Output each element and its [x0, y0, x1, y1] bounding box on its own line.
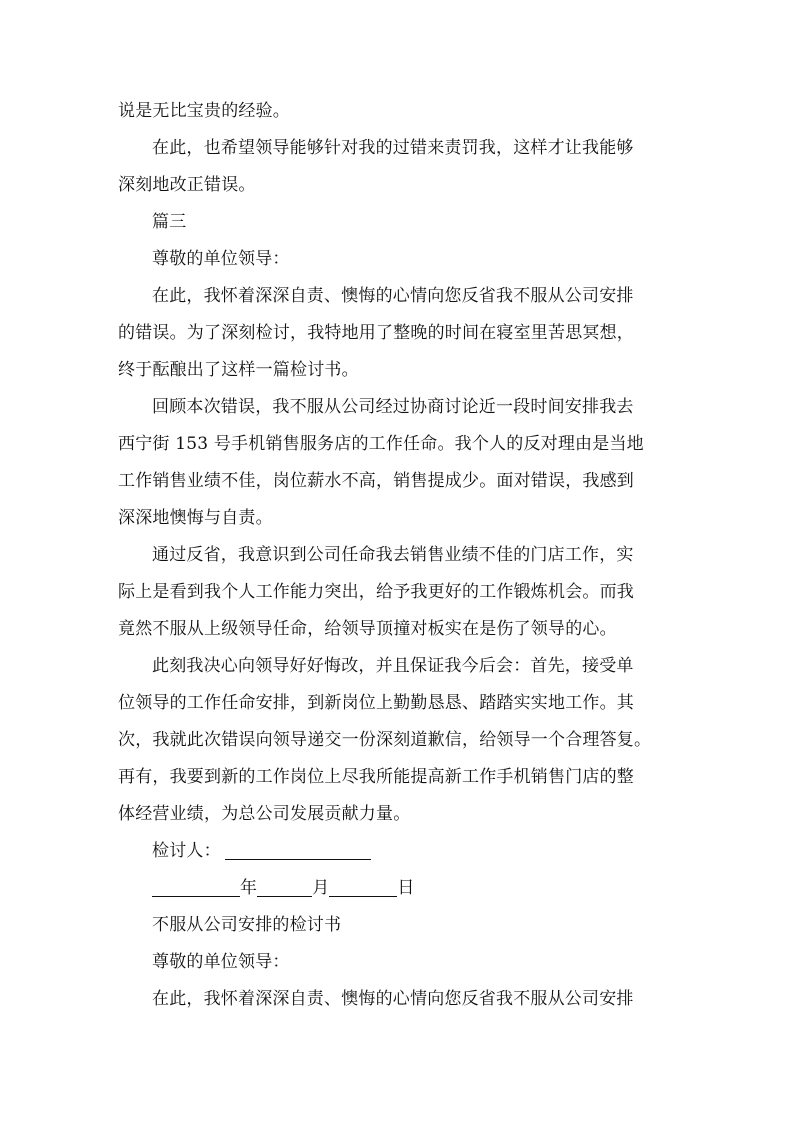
day-label: 日	[397, 878, 415, 898]
signature-line	[118, 833, 681, 870]
paragraph-line: 说是无比宝贵的经验。	[118, 101, 290, 121]
signature-blank	[225, 840, 371, 860]
salutation: 尊敬的单位领导：	[152, 952, 290, 972]
salutation: 尊敬的单位领导：	[152, 249, 290, 269]
paragraph-line: 通过反省，我意识到公司任命我去销售业绩不佳的门店工作，实	[152, 545, 634, 565]
paragraph-line: 此刻我决心向领导好好悔改，并且保证我今后会：首先，接受单	[152, 656, 634, 676]
paragraph-line: 在此，也希望领导能够针对我的过错来责罚我，这样才让我能够	[152, 138, 634, 158]
paragraph-line: 工作销售业绩不佳，岗位薪水不高，销售提成少。面对错误，我感到	[118, 471, 634, 491]
day-blank	[329, 877, 397, 897]
paragraph-line: 终于酝酿出了这样一篇检讨书。	[118, 360, 359, 380]
year-label: 年	[240, 878, 258, 898]
paragraph-line: 的错误。为了深刻检讨，我特地用了整晚的时间在寝室里苦思冥想，	[118, 323, 634, 343]
paragraph-line: 体经营业绩，为总公司发展贡献力量。	[118, 804, 411, 824]
paragraph-line: 竟然不服从上级领导任命，给领导顶撞对板实在是伤了领导的心。	[118, 619, 617, 639]
date-line	[118, 870, 681, 907]
paragraph-line: 际上是看到我个人工作能力突出，给予我更好的工作锻炼机会。而我	[118, 582, 634, 602]
signature-label: 检讨人：	[152, 841, 221, 861]
paragraph-line: 在此，我怀着深深自责、懊悔的心情向您反省我不服从公司安排	[152, 286, 634, 306]
paragraph-line: 深刻地改正错误。	[118, 175, 256, 195]
paragraph-line: 次，我就此次错误向领导递交一份深刻道歉信，给领导一个合理答复。	[118, 730, 652, 750]
paragraph-line: 深深地懊悔与自责。	[118, 508, 273, 528]
paragraph-line: 西宁街 153 号手机销售服务店的工作任命。我个人的反对理由是当地	[118, 434, 644, 454]
document-body	[118, 93, 681, 1018]
paragraph-line: 位领导的工作任命安排，到新岗位上勤勤恳恳、踏踏实实地工作。其	[118, 693, 634, 713]
paragraph-line: 在此，我怀着深深自责、懊悔的心情向您反省我不服从公司安排	[152, 989, 634, 1009]
month-label: 月	[312, 878, 330, 898]
paragraph-line: 回顾本次错误，我不服从公司经过协商讨论近一段时间安排我去	[152, 397, 634, 417]
section-heading: 篇三	[152, 212, 187, 232]
paragraph-line: 再有，我要到新的工作岗位上尽我所能提高新工作手机销售门店的整	[118, 767, 634, 787]
document-title: 不服从公司安排的检讨书	[152, 915, 342, 935]
month-blank	[257, 877, 312, 897]
year-blank	[152, 877, 240, 897]
